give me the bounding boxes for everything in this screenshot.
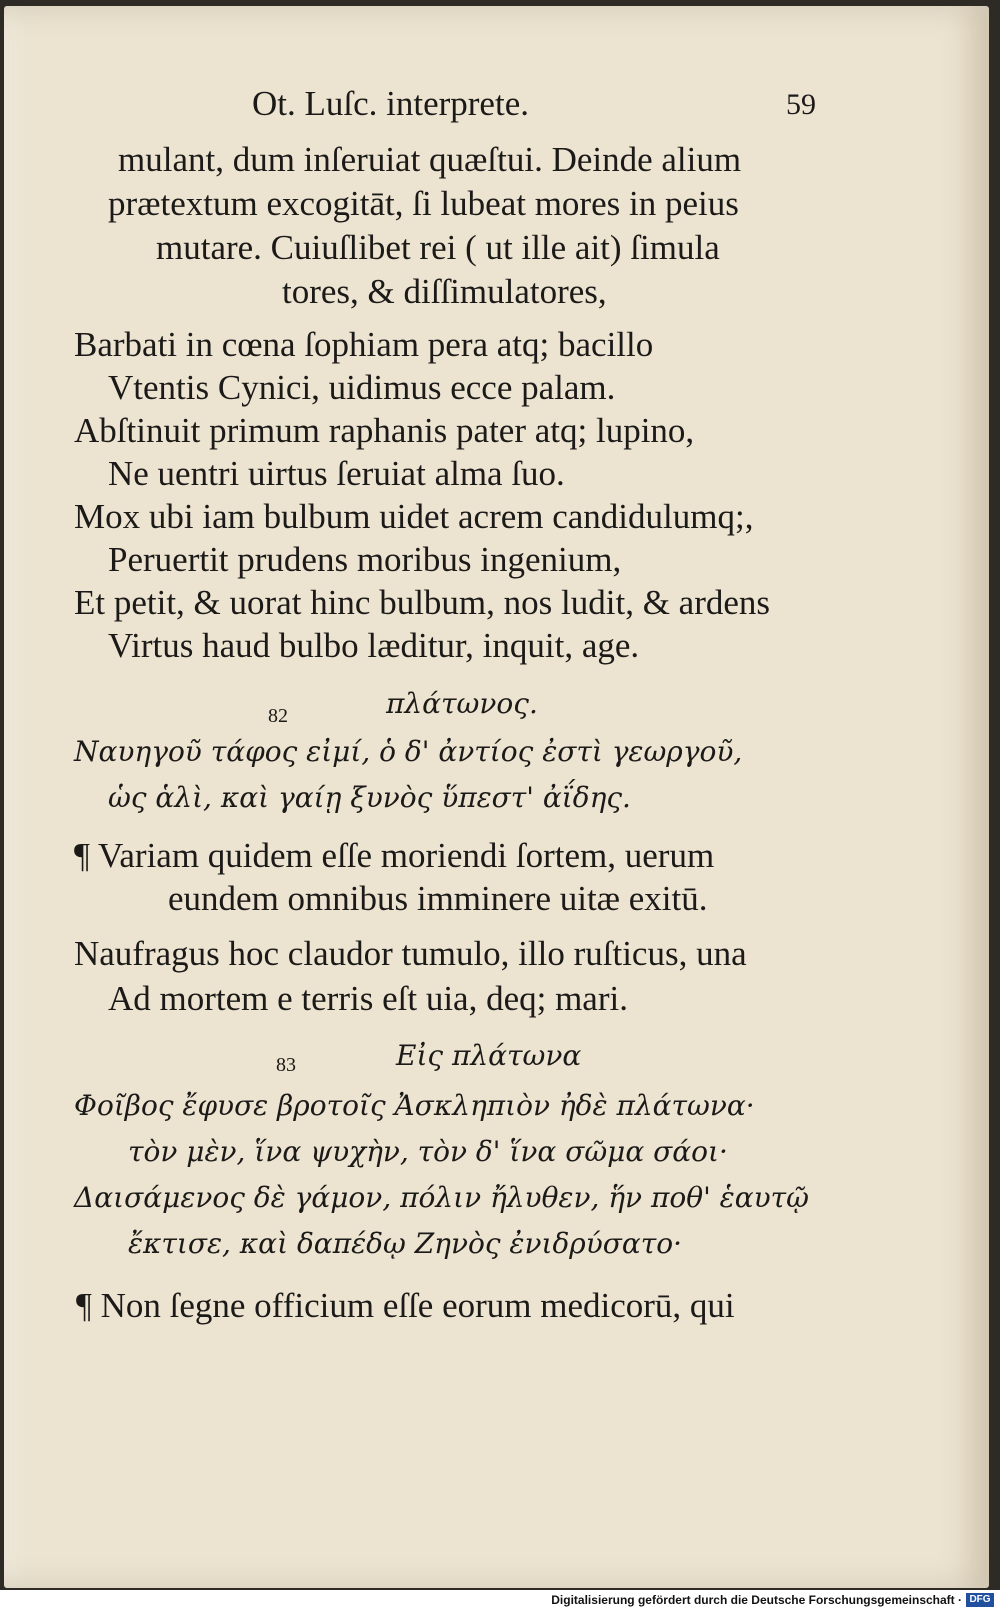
running-title: Ot. Luſc. interprete. — [252, 84, 529, 123]
dfg-logo: DFG — [966, 1593, 994, 1607]
latin-verse-line: Naufragus hoc claudor tumulo, illo ruſticus, una — [74, 934, 747, 973]
epigram-title: πλάτωνος. — [386, 687, 538, 720]
verse-line: Ne uentri uirtus ſeruiat alma ſuo. — [108, 454, 565, 493]
verse-line: Vtentis Cynici, uidimus ecce palam. — [108, 368, 616, 407]
book-page — [4, 6, 989, 1588]
prose-line: mulant, dum inſeruiat quæſtui. Deinde alium — [118, 140, 742, 179]
prose-line: tores, & diſſimulatores, — [282, 272, 607, 311]
commentary-line: eundem omnibus imminere uitæ exitū. — [168, 879, 708, 918]
verse-line: Virtus haud bulbo læditur, inquit, age. — [108, 626, 640, 665]
latin-verse-line: Ad mortem e terris eſt uia, deq; mari. — [108, 979, 628, 1018]
verse-line: Peruertit prudens moribus ingenium, — [108, 540, 622, 579]
verse-line: Mox ubi iam bulbum uidet acrem candidulumq;, — [74, 497, 754, 536]
commentary-line: ¶ Variam quidem eſſe moriendi ſortem, uerum — [74, 836, 715, 875]
greek-line: τὸν μὲν, ἵνα ψυχὴν, τὸν δ' ἵνα σῶμα σάοι· — [128, 1135, 728, 1168]
commentary-line: ¶ Non ſegne officium eſſe eorum medicorū, qui — [76, 1286, 735, 1325]
verse-line: Et petit, & uorat hinc bulbum, nos ludit, & ardens — [74, 583, 771, 622]
greek-line: Φοῖβος ἔφυσε βροτοῖς Ἀσκληπιὸν ἠδὲ πλάτωνα· — [74, 1089, 755, 1122]
epigram-title: Εἰς πλάτωνα — [396, 1039, 582, 1072]
footer-bar — [0, 1590, 1000, 1611]
verse-line: Barbati in cœna ſophiam pera atq; bacillo — [74, 325, 654, 364]
greek-line: Δαισάμενος δὲ γάμον, πόλιν ἤλυθεν, ἥν ποθ' ἑαυτῷ — [74, 1181, 809, 1214]
epigram-number: 83 — [276, 1054, 296, 1076]
epigram-number: 82 — [268, 705, 288, 727]
verse-line: Abſtinuit primum raphanis pater atq; lupino, — [74, 411, 695, 450]
greek-line: ὡς ἁλὶ, καὶ γαίῃ ξυνὸς ὕπεστ' ἀΐδης. — [108, 781, 631, 814]
page-number: 59 — [786, 88, 816, 121]
prose-line: prætextum excogitāt, ſi lubeat mores in peius — [108, 184, 739, 223]
greek-line: Ναυηγοῦ τάφος εἰμί, ὁ δ' ἀντίος ἐστὶ γεωργοῦ, — [74, 735, 743, 768]
greek-line: ἔκτισε, καὶ δαπέδῳ Ζηνὸς ἐνιδρύσατο· — [128, 1227, 683, 1260]
digitization-credit: Digitalisierung gefördert durch die Deutsche Forschungsgemeinschaft · — [551, 1593, 962, 1607]
prose-line: mutare. Cuiuſlibet rei ( ut ille ait) ſimula — [156, 228, 720, 267]
page-text — [4, 6, 989, 1588]
